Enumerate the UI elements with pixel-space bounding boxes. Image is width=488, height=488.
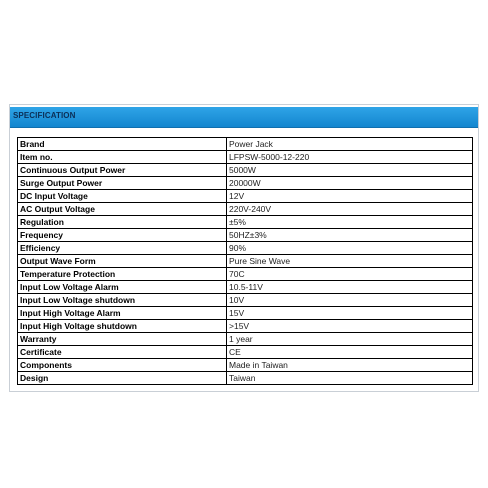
spec-label: Input Low Voltage shutdown: [18, 294, 227, 307]
spec-label: AC Output Voltage: [18, 203, 227, 216]
specification-panel: [9, 104, 479, 392]
spec-value: CE: [227, 346, 473, 359]
spec-value: 1 year: [227, 333, 473, 346]
spec-label: Regulation: [18, 216, 227, 229]
spec-value: >15V: [227, 320, 473, 333]
spec-label: DC Input Voltage: [18, 190, 227, 203]
spec-label: Input High Voltage Alarm: [18, 307, 227, 320]
specification-title: SPECIFICATION: [13, 111, 76, 120]
spec-value: 220V-240V: [227, 203, 473, 216]
table-row: [18, 294, 473, 307]
spec-value: 10V: [227, 294, 473, 307]
spec-value: LFPSW-5000-12-220: [227, 151, 473, 164]
table-row: [18, 138, 473, 151]
spec-label: Brand: [18, 138, 227, 151]
spec-value: 50HZ±3%: [227, 229, 473, 242]
table-row: [18, 268, 473, 281]
table-row: [18, 359, 473, 372]
spec-label: Warranty: [18, 333, 227, 346]
spec-value: 90%: [227, 242, 473, 255]
table-row: [18, 346, 473, 359]
spec-label: Input High Voltage shutdown: [18, 320, 227, 333]
table-row: [18, 255, 473, 268]
table-row: [18, 229, 473, 242]
spec-value: 12V: [227, 190, 473, 203]
spec-value: 70C: [227, 268, 473, 281]
spec-value: Pure Sine Wave: [227, 255, 473, 268]
table-row: [18, 190, 473, 203]
table-row: [18, 307, 473, 320]
table-row: [18, 164, 473, 177]
spec-label: Surge Output Power: [18, 177, 227, 190]
spec-label: Input Low Voltage Alarm: [18, 281, 227, 294]
specification-table-body: [18, 138, 473, 385]
spec-value: 15V: [227, 307, 473, 320]
table-row: [18, 151, 473, 164]
spec-label: Output Wave Form: [18, 255, 227, 268]
spec-label: Item no.: [18, 151, 227, 164]
table-row: [18, 372, 473, 385]
spec-value: Made in Taiwan: [227, 359, 473, 372]
spec-label: Certificate: [18, 346, 227, 359]
spec-label: Frequency: [18, 229, 227, 242]
table-row: [18, 281, 473, 294]
spec-value: Taiwan: [227, 372, 473, 385]
spec-value: 20000W: [227, 177, 473, 190]
spec-label: Efficiency: [18, 242, 227, 255]
spec-label: Temperature Protection: [18, 268, 227, 281]
table-row: [18, 242, 473, 255]
table-row: [18, 203, 473, 216]
specification-header-bar: [10, 107, 478, 128]
spec-value: 5000W: [227, 164, 473, 177]
spec-value: 10.5-11V: [227, 281, 473, 294]
table-row: [18, 333, 473, 346]
spec-label: Design: [18, 372, 227, 385]
table-row: [18, 320, 473, 333]
specification-table: [17, 137, 473, 385]
table-row: [18, 216, 473, 229]
spec-value: ±5%: [227, 216, 473, 229]
table-row: [18, 177, 473, 190]
spec-label: Continuous Output Power: [18, 164, 227, 177]
spec-value: Power Jack: [227, 138, 473, 151]
spec-label: Components: [18, 359, 227, 372]
